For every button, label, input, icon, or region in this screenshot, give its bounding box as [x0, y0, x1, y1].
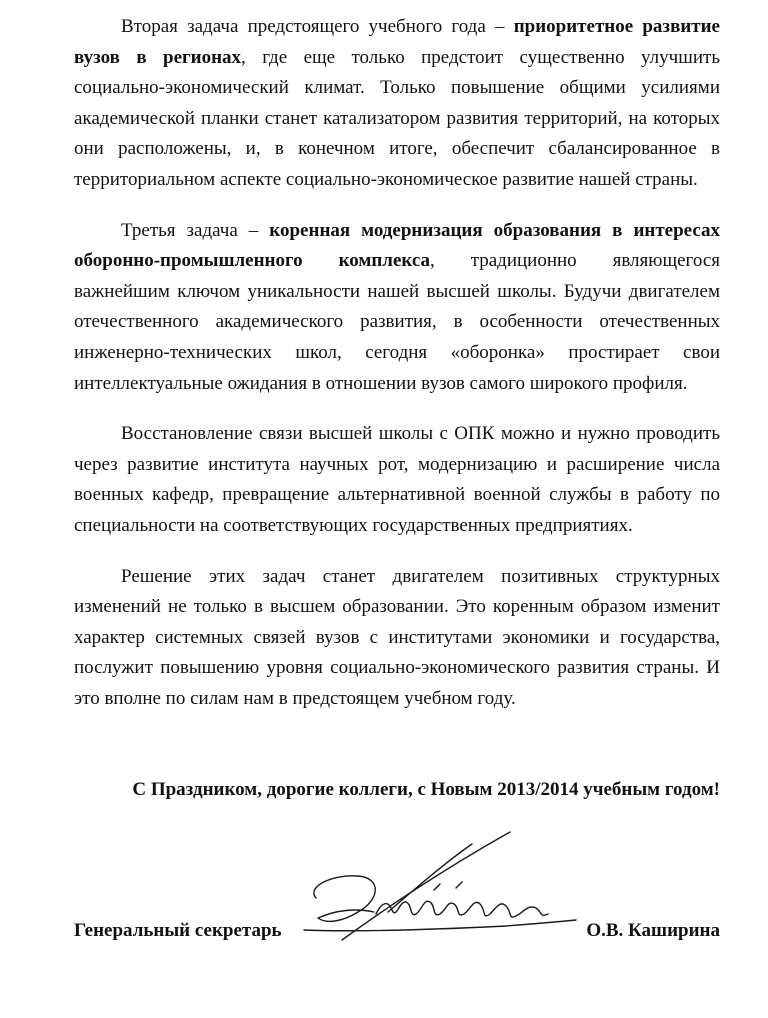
closing-greeting: С Праздником, дорогие коллеги, с Новым 2013/2014 учебным годом! — [132, 779, 720, 800]
paragraph — [74, 562, 720, 715]
paragraph — [74, 419, 720, 541]
paragraph-text: Третья задача – — [121, 219, 270, 241]
paragraph-emphasis: коренная модернизация образования в интересах оборонно-промышленного комплекса — [74, 219, 720, 272]
paragraph-emphasis: приоритетное развитие вузов в регионах — [74, 16, 720, 68]
handwritten-signature-icon — [296, 828, 586, 953]
paragraph-text: Вторая задача предстоящего учебного года – — [121, 16, 514, 37]
paragraph — [74, 216, 720, 400]
signatory-title: Генеральный секретарь — [74, 920, 282, 941]
paragraph-text: , где еще только предстоит существенно улучшить социально-экономический климат. Только повышение общими усилиями академической планки станет катализатором развития территорий, на которых они расположены, и, в конечном итоге, обеспечит сбалансированное в территориальном аспекте социально-экономическое развитие нашей страны. — [74, 46, 720, 190]
paragraph — [74, 12, 720, 196]
paragraph-text: Решение этих задач станет двигателем позитивных структурных изменений не только в высшем образовании. Это коренным образом изменит характер системных связей вузов с институтами экономики и государства, послужит повышению уровня социально-экономического развития страны. И это вполне по силам нам в предстоящем учебном году. — [74, 565, 720, 709]
signatory-name: О.В. Каширина — [586, 920, 720, 941]
paragraph-text: , традиционно являющегося важнейшим ключом уникальности нашей высшей школы. Будучи двигателем отечественного академического развития, в особенности отечественных инженерно-технических школ, сегодня «оборонка» простирает свои интеллектуальные ожидания в отношении вузов самого широкого профиля. — [74, 250, 720, 394]
paragraph-text: Восстановление связи высшей школы с ОПК можно и нужно проводить через развитие института научных рот, модернизацию и расширение числа военных кафедр, превращение альтернативной военной службы в работу по специальности на соответствующих государственных предприятиях. — [74, 423, 720, 536]
letter-body — [74, 12, 720, 714]
